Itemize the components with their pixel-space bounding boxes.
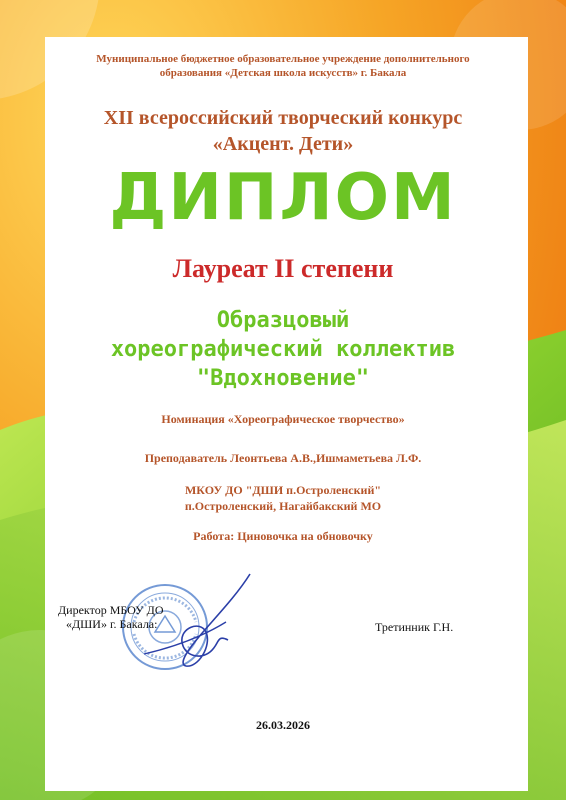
director-line-2: «ДШИ» г. Бакала: [66,617,158,631]
recipient-line-2: хореографический коллектив [110,337,456,362]
recipient-line-3: "Вдохновение" [196,366,370,391]
school-line-2: п.Остроленский, Нагайбакский МО [184,499,382,513]
issue-date: 26.03.2026 [256,718,310,732]
diploma-heading: ДИПЛОМ [109,161,457,235]
work-title: Работа: Циновочка на обновочку [193,529,373,543]
contest-title [0,105,566,157]
school-info [0,482,566,514]
contest-line-2: «Акцент. Дети» [212,133,354,155]
teacher-text: Преподаватель Леонтьева А.В.,Ишмаметьева Л.Ф. [144,451,422,465]
signer-name: Третинник Г.Н. [375,620,454,634]
director-line-1: Директор МБОУ ДО [58,603,164,617]
school-line-1: МКОУ ДО "ДШИ п.Остроленский" [184,483,382,497]
recipient-line-1: Образцовый [216,308,350,333]
issuer-line-1: Муниципальное бюджетное образовательное учреждение дополнительного [96,53,470,65]
nomination-text: Номинация «Хореографическое творчество» [161,412,405,426]
director-caption [58,603,164,631]
contest-line-1: XII всероссийский творческий конкурс [103,107,463,129]
issuer-header [0,52,566,80]
issuer-line-2: образования «Детская школа искусств» г. Бакала [159,67,407,79]
recipient-name [0,306,566,393]
award-title: Лауреат II степени [172,254,394,283]
